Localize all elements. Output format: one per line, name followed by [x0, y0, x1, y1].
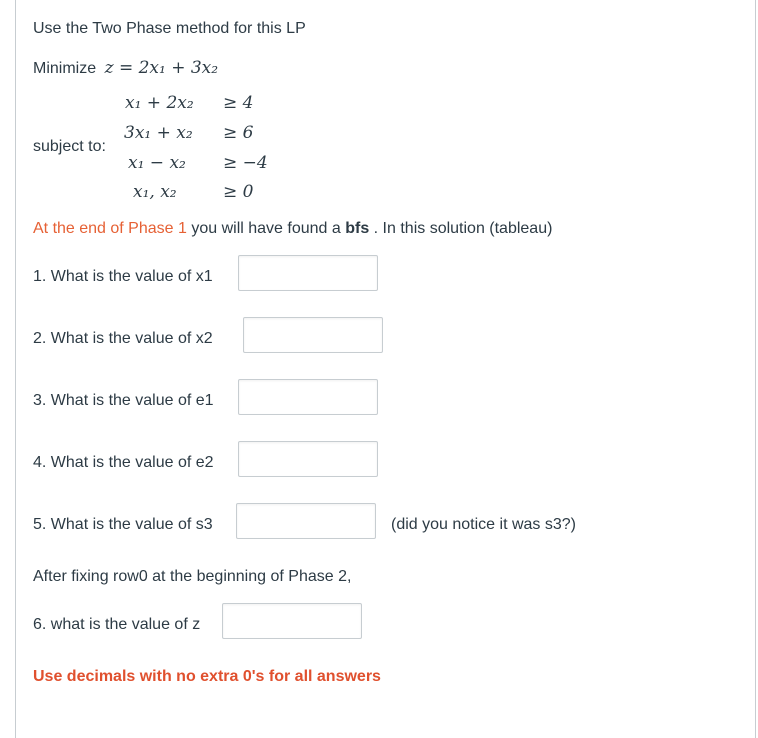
question-5-label: 5. What is the value of s3: [33, 516, 213, 533]
objective-line: [33, 58, 218, 78]
constraint-1-lhs: x₁ + 2x₂: [125, 93, 194, 113]
constraint-4-rel: ≥ 0: [223, 182, 254, 202]
question-2-label: 2. What is the value of x2: [33, 330, 213, 347]
answer-e2-input[interactable]: [238, 441, 378, 477]
answer-s3-input[interactable]: [236, 503, 376, 539]
instruction-text: Use decimals with no extra 0's for all answers: [33, 668, 381, 685]
phase-note: [33, 220, 552, 238]
question-5-note: (did you notice it was s3?): [391, 516, 576, 533]
phase-note-tail: . In this solution (tableau): [369, 220, 553, 237]
answer-z-input[interactable]: [222, 603, 362, 639]
objective-label: Minimize: [33, 60, 97, 77]
subject-to-label: subject to:: [33, 138, 106, 155]
answer-e1-input[interactable]: [238, 379, 378, 415]
question-6-label: 6. what is the value of z: [33, 616, 201, 633]
constraint-3-rel: ≥ −4: [223, 153, 268, 173]
objective-expression: z = 2x₁ + 3x₂: [104, 58, 219, 78]
constraint-2-lhs: 3x₁ + x₂: [124, 123, 193, 143]
question-4-label: 4. What is the value of e2: [33, 454, 214, 471]
question-3-label: 3. What is the value of e1: [33, 392, 214, 409]
answer-x1-input[interactable]: [238, 255, 378, 291]
phase-note-text: you will have found a: [186, 220, 346, 237]
constraint-4-lhs: x₁, x₂: [133, 182, 177, 202]
bfs-term: bfs: [345, 220, 370, 237]
constraint-1-rel: ≥ 4: [223, 93, 254, 113]
question-1-label: 1. What is the value of x1: [33, 268, 213, 285]
constraint-2-rel: ≥ 6: [223, 123, 254, 143]
phase-note-highlight: At the end of Phase 1: [33, 220, 187, 237]
phase2-intro: After fixing row0 at the beginning of Phase 2,: [33, 568, 352, 585]
intro-text: Use the Two Phase method for this LP: [33, 20, 306, 37]
answer-x2-input[interactable]: [243, 317, 383, 353]
constraint-3-lhs: x₁ − x₂: [128, 153, 186, 173]
